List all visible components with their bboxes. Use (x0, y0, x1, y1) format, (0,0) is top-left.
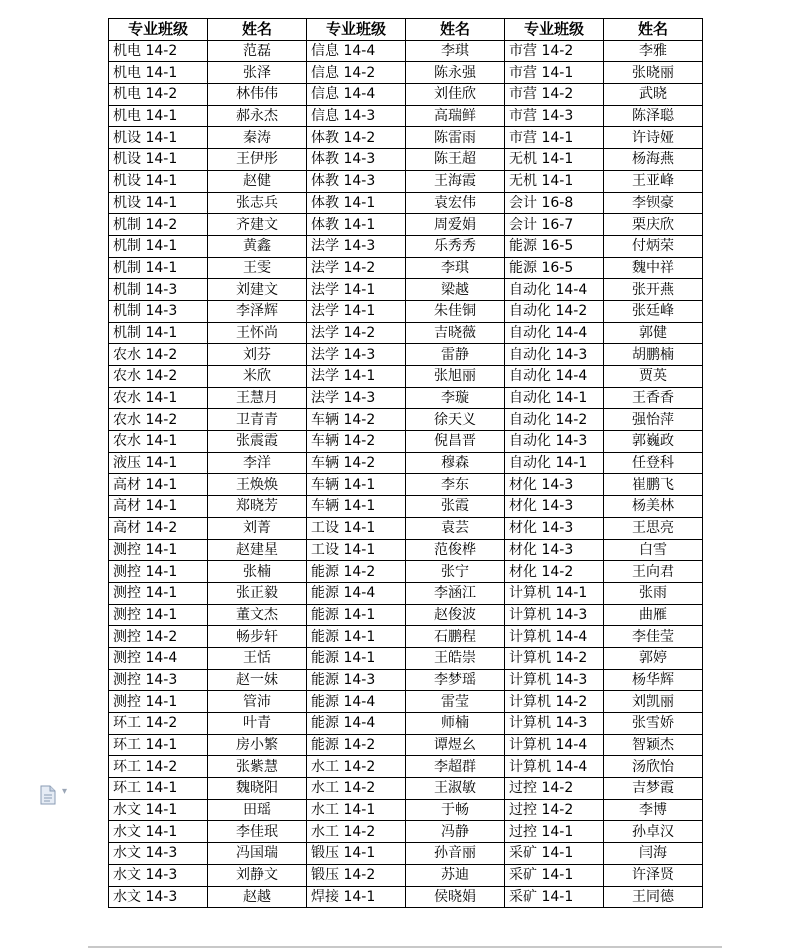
name-cell: 雷静 (406, 344, 505, 366)
class-cell: 机制 14-2 (109, 214, 208, 236)
class-cell: 高材 14-1 (109, 474, 208, 496)
name-cell: 张震霞 (208, 431, 307, 453)
class-cell: 机制 14-1 (109, 322, 208, 344)
name-cell: 闫海 (604, 843, 703, 865)
name-cell: 王同德 (604, 886, 703, 908)
name-cell: 冯国瑞 (208, 843, 307, 865)
name-cell: 栗庆欣 (604, 214, 703, 236)
name-cell: 张雪娇 (604, 713, 703, 735)
table-row (109, 821, 703, 843)
name-cell: 倪昌晋 (406, 431, 505, 453)
class-cell: 农水 14-1 (109, 387, 208, 409)
table-row (109, 300, 703, 322)
class-cell: 农水 14-1 (109, 431, 208, 453)
table-row (109, 149, 703, 171)
class-cell: 自动化 14-1 (505, 452, 604, 474)
name-cell: 任登科 (604, 452, 703, 474)
name-cell: 穆森 (406, 452, 505, 474)
table-row (109, 127, 703, 149)
name-cell: 王香香 (604, 387, 703, 409)
name-cell: 张泽 (208, 62, 307, 84)
name-cell: 李雅 (604, 40, 703, 62)
name-cell: 李佳珉 (208, 821, 307, 843)
name-cell: 赵越 (208, 886, 307, 908)
name-cell: 王皓崇 (406, 647, 505, 669)
class-cell: 水工 14-1 (307, 799, 406, 821)
name-cell: 贾英 (604, 366, 703, 388)
name-cell: 李钡豪 (604, 192, 703, 214)
name-cell: 田瑶 (208, 799, 307, 821)
table-row (109, 669, 703, 691)
name-cell: 梁越 (406, 279, 505, 301)
table-row (109, 105, 703, 127)
name-cell: 刘菁 (208, 517, 307, 539)
name-cell: 高瑞鲜 (406, 105, 505, 127)
name-cell: 王海霞 (406, 170, 505, 192)
class-cell: 计算机 14-1 (505, 582, 604, 604)
name-cell: 崔鹏飞 (604, 474, 703, 496)
class-cell: 信息 14-4 (307, 40, 406, 62)
class-cell: 焊接 14-1 (307, 886, 406, 908)
name-cell: 刘芬 (208, 344, 307, 366)
name-cell: 魏中祥 (604, 257, 703, 279)
name-cell: 郑晓芳 (208, 496, 307, 518)
class-cell: 能源 14-1 (307, 626, 406, 648)
table-row (109, 431, 703, 453)
class-cell: 环工 14-2 (109, 756, 208, 778)
class-cell: 水文 14-3 (109, 886, 208, 908)
header-class: 专业班级 (307, 19, 406, 41)
name-cell: 胡鹏楠 (604, 344, 703, 366)
class-cell: 机设 14-1 (109, 149, 208, 171)
name-cell: 张廷峰 (604, 300, 703, 322)
class-cell: 能源 14-1 (307, 647, 406, 669)
class-cell: 信息 14-2 (307, 62, 406, 84)
class-cell: 水文 14-3 (109, 864, 208, 886)
document-icon[interactable] (40, 785, 56, 805)
class-cell: 机制 14-1 (109, 235, 208, 257)
class-cell: 采矿 14-1 (505, 864, 604, 886)
name-cell: 赵俊波 (406, 604, 505, 626)
table-row (109, 734, 703, 756)
class-cell: 自动化 14-2 (505, 300, 604, 322)
name-cell: 王伊彤 (208, 149, 307, 171)
name-cell: 李琪 (406, 257, 505, 279)
name-cell: 张旭丽 (406, 366, 505, 388)
name-cell: 张楠 (208, 561, 307, 583)
header-class: 专业班级 (505, 19, 604, 41)
class-cell: 无机 14-1 (505, 170, 604, 192)
table-row (109, 886, 703, 908)
class-cell: 水工 14-2 (307, 778, 406, 800)
name-cell: 范磊 (208, 40, 307, 62)
class-cell: 计算机 14-2 (505, 691, 604, 713)
name-cell: 李璇 (406, 387, 505, 409)
table-row (109, 713, 703, 735)
class-cell: 测控 14-4 (109, 647, 208, 669)
class-cell: 法学 14-1 (307, 366, 406, 388)
class-cell: 测控 14-1 (109, 604, 208, 626)
name-cell: 王雯 (208, 257, 307, 279)
name-cell: 范俊桦 (406, 539, 505, 561)
table-row (109, 539, 703, 561)
table-row (109, 409, 703, 431)
table-row (109, 322, 703, 344)
name-cell: 陈王超 (406, 149, 505, 171)
table-row (109, 84, 703, 106)
header-row (109, 19, 703, 41)
chevron-down-icon[interactable]: ▾ (62, 786, 68, 797)
table-row (109, 40, 703, 62)
class-cell: 能源 14-4 (307, 713, 406, 735)
table-row (109, 387, 703, 409)
name-cell: 赵建星 (208, 539, 307, 561)
name-cell: 李东 (406, 474, 505, 496)
table-row (109, 170, 703, 192)
class-cell: 高材 14-1 (109, 496, 208, 518)
table-row (109, 452, 703, 474)
table-row (109, 62, 703, 84)
name-cell: 秦涛 (208, 127, 307, 149)
class-cell: 自动化 14-4 (505, 279, 604, 301)
class-cell: 车辆 14-2 (307, 409, 406, 431)
name-cell: 魏晓阳 (208, 778, 307, 800)
name-cell: 卫青青 (208, 409, 307, 431)
class-cell: 体教 14-2 (307, 127, 406, 149)
class-cell: 计算机 14-4 (505, 626, 604, 648)
class-cell: 计算机 14-3 (505, 669, 604, 691)
class-cell: 能源 16-5 (505, 235, 604, 257)
name-cell: 于畅 (406, 799, 505, 821)
name-cell: 米欣 (208, 366, 307, 388)
class-cell: 材化 14-2 (505, 561, 604, 583)
class-cell: 能源 16-5 (505, 257, 604, 279)
table-row (109, 626, 703, 648)
name-cell: 刘凯丽 (604, 691, 703, 713)
name-cell: 智颖杰 (604, 734, 703, 756)
name-cell: 刘静文 (208, 864, 307, 886)
table-row (109, 843, 703, 865)
class-cell: 市营 14-2 (505, 84, 604, 106)
class-cell: 能源 14-4 (307, 691, 406, 713)
name-cell: 乐秀秀 (406, 235, 505, 257)
class-cell: 测控 14-3 (109, 669, 208, 691)
name-cell: 陈雷雨 (406, 127, 505, 149)
class-cell: 工设 14-1 (307, 517, 406, 539)
class-cell: 自动化 14-4 (505, 366, 604, 388)
table-row (109, 756, 703, 778)
name-cell: 杨华辉 (604, 669, 703, 691)
name-cell: 李泽辉 (208, 300, 307, 322)
name-cell: 武晓 (604, 84, 703, 106)
name-cell: 叶青 (208, 713, 307, 735)
name-cell: 雷莹 (406, 691, 505, 713)
class-cell: 市营 14-3 (505, 105, 604, 127)
name-cell: 陈永强 (406, 62, 505, 84)
name-cell: 张志兵 (208, 192, 307, 214)
class-cell: 自动化 14-3 (505, 344, 604, 366)
name-cell: 付炳荣 (604, 235, 703, 257)
name-cell: 林伟伟 (208, 84, 307, 106)
name-cell: 张正毅 (208, 582, 307, 604)
header-name: 姓名 (208, 19, 307, 41)
class-cell: 法学 14-2 (307, 322, 406, 344)
name-cell: 王思亮 (604, 517, 703, 539)
table-row (109, 496, 703, 518)
name-cell: 袁芸 (406, 517, 505, 539)
class-cell: 车辆 14-1 (307, 496, 406, 518)
class-cell: 机电 14-1 (109, 105, 208, 127)
class-cell: 能源 14-2 (307, 734, 406, 756)
name-cell: 张雨 (604, 582, 703, 604)
class-cell: 水工 14-2 (307, 756, 406, 778)
name-cell: 孙音丽 (406, 843, 505, 865)
name-cell: 吉梦霞 (604, 778, 703, 800)
class-cell: 测控 14-1 (109, 561, 208, 583)
class-cell: 车辆 14-2 (307, 452, 406, 474)
class-cell: 车辆 14-2 (307, 431, 406, 453)
table-row (109, 582, 703, 604)
name-cell: 李涵江 (406, 582, 505, 604)
name-cell: 李博 (604, 799, 703, 821)
class-cell: 法学 14-1 (307, 279, 406, 301)
name-cell: 杨美林 (604, 496, 703, 518)
name-cell: 强怡萍 (604, 409, 703, 431)
class-cell: 机制 14-3 (109, 279, 208, 301)
class-cell: 自动化 14-3 (505, 431, 604, 453)
name-cell: 王亚峰 (604, 170, 703, 192)
class-cell: 法学 14-3 (307, 387, 406, 409)
class-cell: 锻压 14-1 (307, 843, 406, 865)
class-cell: 机电 14-2 (109, 40, 208, 62)
table-row (109, 366, 703, 388)
class-cell: 环工 14-1 (109, 778, 208, 800)
name-cell: 许泽贤 (604, 864, 703, 886)
class-cell: 无机 14-1 (505, 149, 604, 171)
class-cell: 水工 14-2 (307, 821, 406, 843)
class-cell: 计算机 14-3 (505, 713, 604, 735)
class-cell: 法学 14-3 (307, 235, 406, 257)
class-cell: 材化 14-3 (505, 496, 604, 518)
class-cell: 机电 14-1 (109, 62, 208, 84)
name-cell: 赵一妹 (208, 669, 307, 691)
class-cell: 机制 14-3 (109, 300, 208, 322)
class-cell: 能源 14-3 (307, 669, 406, 691)
class-cell: 材化 14-3 (505, 539, 604, 561)
name-cell: 袁宏伟 (406, 192, 505, 214)
name-cell: 管沛 (208, 691, 307, 713)
name-cell: 吉晓薇 (406, 322, 505, 344)
class-cell: 自动化 14-4 (505, 322, 604, 344)
class-cell: 测控 14-1 (109, 691, 208, 713)
header-name: 姓名 (406, 19, 505, 41)
name-cell: 白雪 (604, 539, 703, 561)
class-cell: 材化 14-3 (505, 474, 604, 496)
name-cell: 王焕焕 (208, 474, 307, 496)
class-cell: 农水 14-2 (109, 409, 208, 431)
class-cell: 能源 14-1 (307, 604, 406, 626)
table-row (109, 474, 703, 496)
class-cell: 机设 14-1 (109, 170, 208, 192)
name-cell: 陈泽聪 (604, 105, 703, 127)
name-cell: 孙卓汉 (604, 821, 703, 843)
table-row (109, 691, 703, 713)
class-cell: 信息 14-4 (307, 84, 406, 106)
table-row (109, 344, 703, 366)
name-cell: 刘建文 (208, 279, 307, 301)
class-cell: 高材 14-2 (109, 517, 208, 539)
class-cell: 过控 14-1 (505, 821, 604, 843)
name-cell: 畅步轩 (208, 626, 307, 648)
table-row (109, 192, 703, 214)
class-cell: 体教 14-3 (307, 149, 406, 171)
name-cell: 张霞 (406, 496, 505, 518)
name-cell: 汤欣怡 (604, 756, 703, 778)
name-cell: 朱佳铜 (406, 300, 505, 322)
name-cell: 王恬 (208, 647, 307, 669)
name-cell: 刘佳欣 (406, 84, 505, 106)
name-cell: 王慧月 (208, 387, 307, 409)
name-cell: 赵健 (208, 170, 307, 192)
class-cell: 自动化 14-2 (505, 409, 604, 431)
class-cell: 机制 14-1 (109, 257, 208, 279)
class-cell: 测控 14-1 (109, 582, 208, 604)
name-cell: 张宁 (406, 561, 505, 583)
table-row (109, 604, 703, 626)
table-row (109, 517, 703, 539)
class-cell: 机设 14-1 (109, 127, 208, 149)
class-cell: 水文 14-1 (109, 799, 208, 821)
student-roster-table (108, 18, 703, 908)
name-cell: 郭健 (604, 322, 703, 344)
class-cell: 会计 16-7 (505, 214, 604, 236)
name-cell: 周爱娟 (406, 214, 505, 236)
class-cell: 自动化 14-1 (505, 387, 604, 409)
name-cell: 黄鑫 (208, 235, 307, 257)
class-cell: 机设 14-1 (109, 192, 208, 214)
name-cell: 房小繁 (208, 734, 307, 756)
class-cell: 市营 14-2 (505, 40, 604, 62)
name-cell: 王淑敏 (406, 778, 505, 800)
name-cell: 徐天义 (406, 409, 505, 431)
class-cell: 环工 14-2 (109, 713, 208, 735)
class-cell: 计算机 14-2 (505, 647, 604, 669)
name-cell: 曲雁 (604, 604, 703, 626)
class-cell: 能源 14-2 (307, 561, 406, 583)
class-cell: 环工 14-1 (109, 734, 208, 756)
name-cell: 杨海燕 (604, 149, 703, 171)
class-cell: 测控 14-1 (109, 539, 208, 561)
class-cell: 法学 14-3 (307, 344, 406, 366)
class-cell: 采矿 14-1 (505, 843, 604, 865)
class-cell: 体教 14-1 (307, 214, 406, 236)
class-cell: 能源 14-4 (307, 582, 406, 604)
class-cell: 会计 16-8 (505, 192, 604, 214)
class-cell: 信息 14-3 (307, 105, 406, 127)
class-cell: 机电 14-2 (109, 84, 208, 106)
name-cell: 王怀尚 (208, 322, 307, 344)
page-bottom-divider (88, 946, 722, 948)
name-cell: 郝永杰 (208, 105, 307, 127)
class-cell: 法学 14-2 (307, 257, 406, 279)
class-cell: 计算机 14-4 (505, 756, 604, 778)
name-cell: 张晓丽 (604, 62, 703, 84)
class-cell: 采矿 14-1 (505, 886, 604, 908)
class-cell: 水文 14-3 (109, 843, 208, 865)
table-row (109, 864, 703, 886)
class-cell: 水文 14-1 (109, 821, 208, 843)
name-cell: 侯晓娟 (406, 886, 505, 908)
name-cell: 许诗娅 (604, 127, 703, 149)
table-row (109, 799, 703, 821)
name-cell: 齐建文 (208, 214, 307, 236)
roster-body (109, 40, 703, 908)
class-cell: 过控 14-2 (505, 799, 604, 821)
table-row (109, 257, 703, 279)
name-cell: 李超群 (406, 756, 505, 778)
name-cell: 师楠 (406, 713, 505, 735)
name-cell: 王向君 (604, 561, 703, 583)
name-cell: 郭巍政 (604, 431, 703, 453)
class-cell: 车辆 14-1 (307, 474, 406, 496)
name-cell: 张紫慧 (208, 756, 307, 778)
name-cell: 张开燕 (604, 279, 703, 301)
class-cell: 锻压 14-2 (307, 864, 406, 886)
name-cell: 苏迪 (406, 864, 505, 886)
class-cell: 农水 14-2 (109, 366, 208, 388)
class-cell: 计算机 14-3 (505, 604, 604, 626)
table-row (109, 647, 703, 669)
class-cell: 过控 14-2 (505, 778, 604, 800)
name-cell: 李琪 (406, 40, 505, 62)
name-cell: 董文杰 (208, 604, 307, 626)
name-cell: 李梦瑶 (406, 669, 505, 691)
class-cell: 测控 14-2 (109, 626, 208, 648)
name-cell: 谭煜幺 (406, 734, 505, 756)
name-cell: 李佳莹 (604, 626, 703, 648)
name-cell: 李洋 (208, 452, 307, 474)
class-cell: 法学 14-1 (307, 300, 406, 322)
class-cell: 农水 14-2 (109, 344, 208, 366)
table-row (109, 778, 703, 800)
name-cell: 郭婷 (604, 647, 703, 669)
name-cell: 石鹏程 (406, 626, 505, 648)
table-row (109, 279, 703, 301)
class-cell: 体教 14-3 (307, 170, 406, 192)
class-cell: 体教 14-1 (307, 192, 406, 214)
table-row (109, 214, 703, 236)
class-cell: 液压 14-1 (109, 452, 208, 474)
class-cell: 计算机 14-4 (505, 734, 604, 756)
name-cell: 冯静 (406, 821, 505, 843)
table-row (109, 235, 703, 257)
class-cell: 市营 14-1 (505, 127, 604, 149)
header-name: 姓名 (604, 19, 703, 41)
class-cell: 材化 14-3 (505, 517, 604, 539)
class-cell: 工设 14-1 (307, 539, 406, 561)
table-row (109, 561, 703, 583)
header-class: 专业班级 (109, 19, 208, 41)
class-cell: 市营 14-1 (505, 62, 604, 84)
